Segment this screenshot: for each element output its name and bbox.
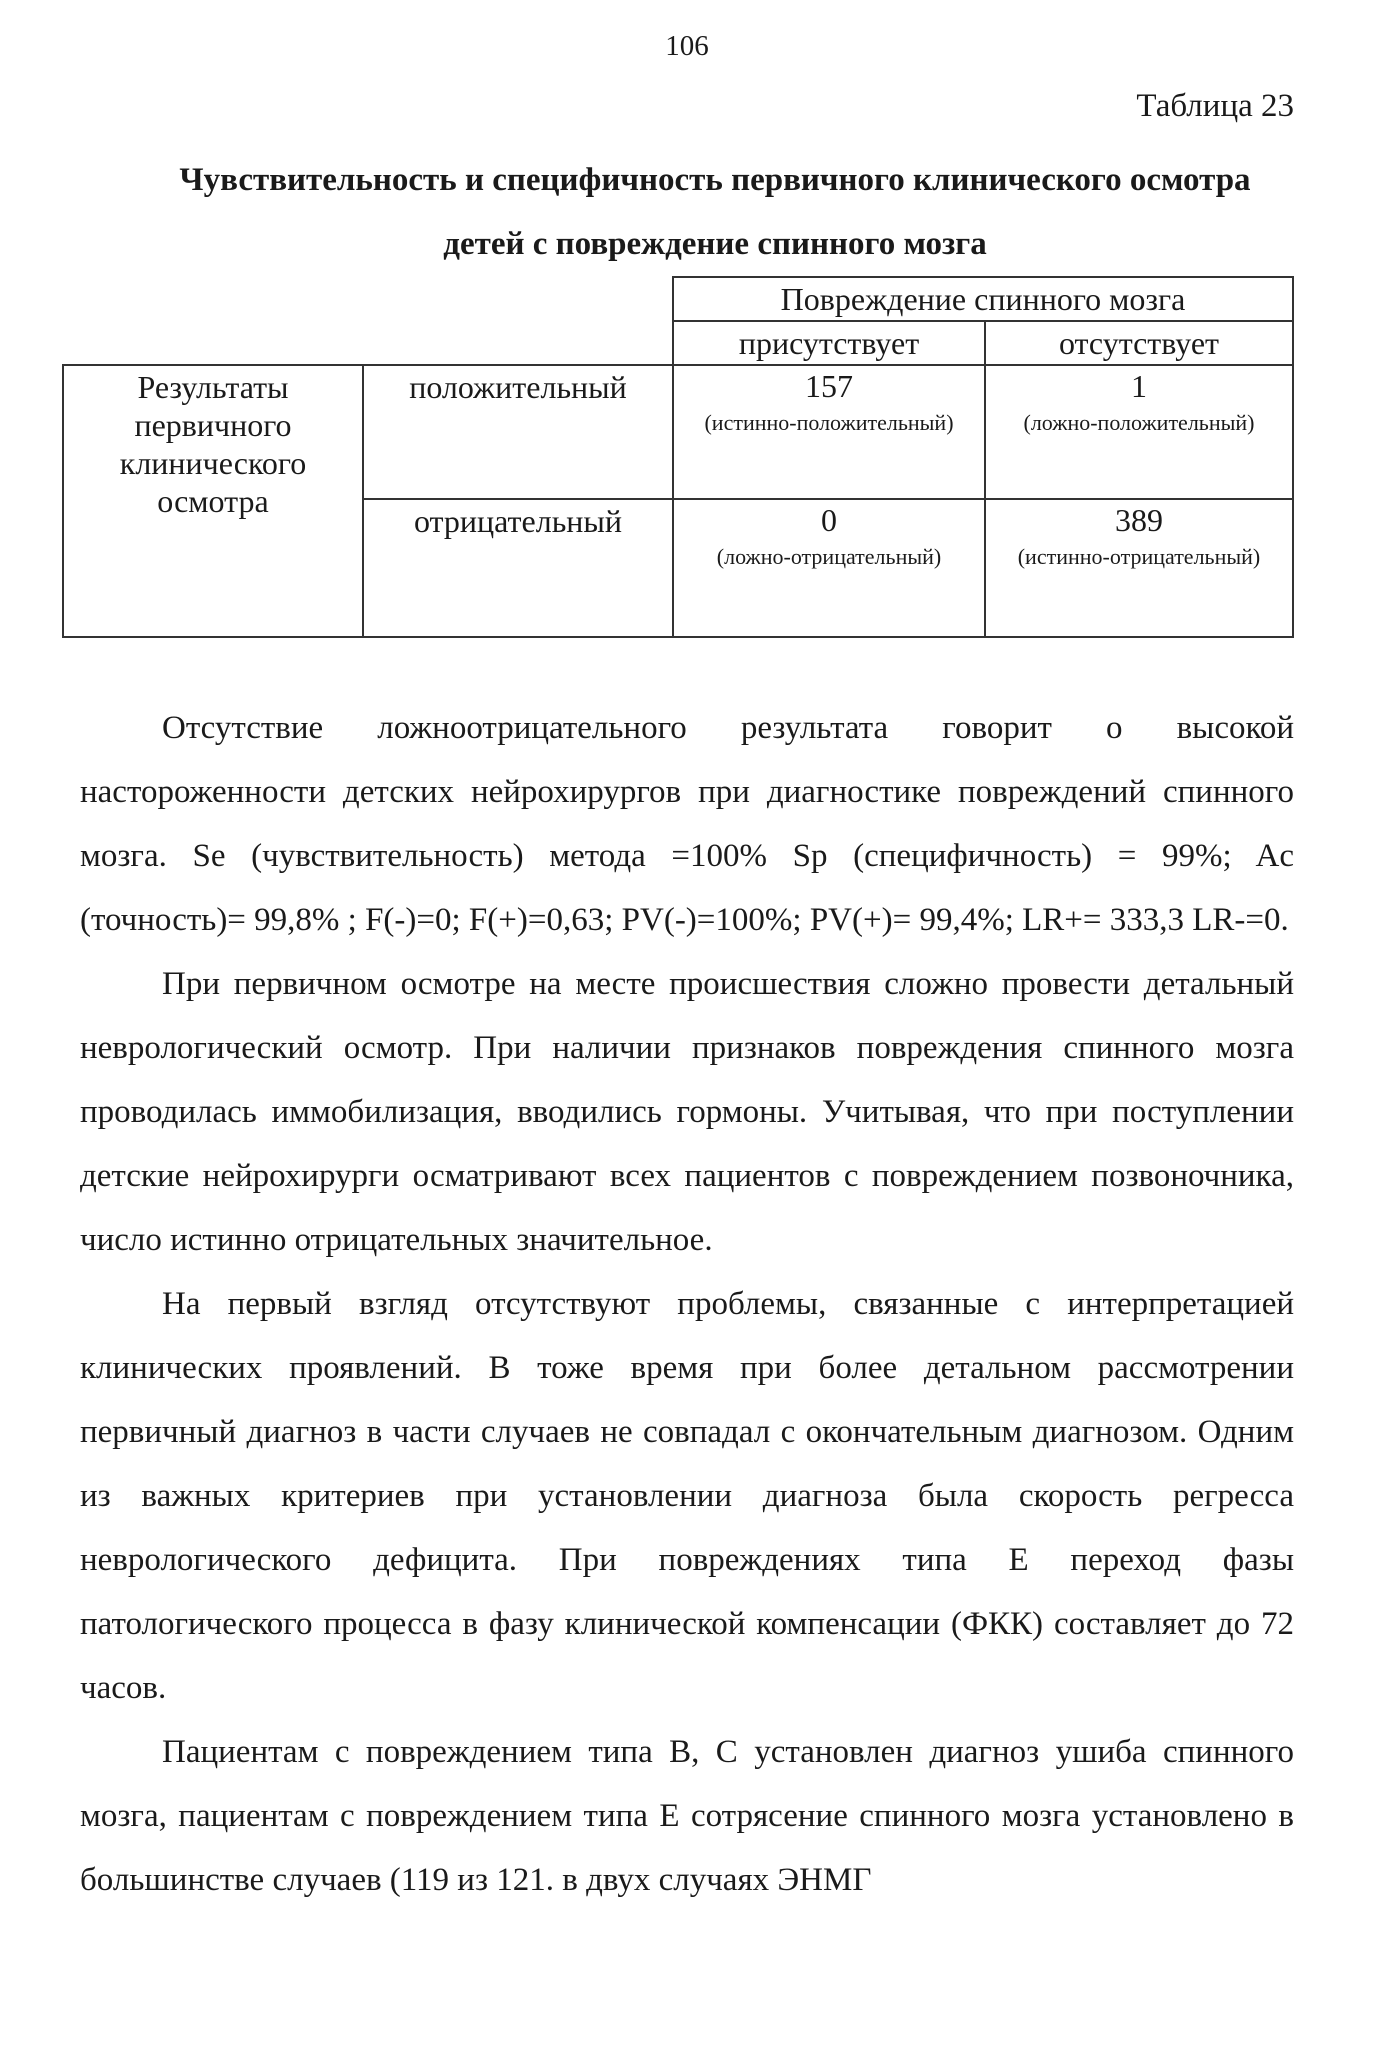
table-row-label: положительный xyxy=(363,365,673,499)
table-empty-corner xyxy=(63,277,673,321)
table-row xyxy=(63,365,1293,499)
cell-value: 389 xyxy=(1115,502,1163,538)
cell-note: (истинно-положительный) xyxy=(704,410,954,435)
paragraph: При первичном осмотре на месте происшествия сложно провести детальный неврологический осмотр. При наличии признаков повреждения спинного мозга проводилась иммобилизация, вводились гормоны. Учитывая, что при поступлении детские нейрохирурги осматривают всех пациентов с повреждением позвоночника, число истинно отрицательных значительное. xyxy=(80,966,1294,1258)
body-text xyxy=(80,696,1294,1912)
table-cell xyxy=(673,365,985,499)
table-cell xyxy=(673,499,985,637)
table-cell xyxy=(985,365,1293,499)
table-group-header: Повреждение спинного мозга xyxy=(673,277,1293,321)
table-col-present: присутствует xyxy=(673,321,985,365)
cell-note: (ложно-отрицательный) xyxy=(716,544,942,569)
cell-value: 157 xyxy=(805,368,853,404)
table-row-group-label: Результаты первичного клинического осмотра xyxy=(63,365,363,637)
table-title: Чувствительность и специфичность первичного клинического осмотра детей с повреждение спинного мозга xyxy=(179,162,1251,262)
page-number: 106 xyxy=(665,30,709,62)
results-table xyxy=(62,276,1294,638)
paragraph: Пациентам с повреждением типа В, С установлен диагноз ушиба спинного мозга, пациентам с повреждением типа Е сотрясение спинного мозга установлено в большинстве случаев (119 из 121. в двух случаях ЭНМГ xyxy=(80,1734,1294,1898)
paragraph: На первый взгляд отсутствуют проблемы, связанные с интерпретацией клинических проявлений. В тоже время при более детальном рассмотрении первичный диагноз в части случаев не совпадал с окончательным диагнозом. Одним из важных критериев при установлении диагноза была скорость регресса неврологического дефицита. При повреждениях типа Е переход фазы патологического процесса в фазу клинической компенсации (ФКК) составляет до 72 часов. xyxy=(80,1286,1294,1706)
paragraph: Отсутствие ложноотрицательного результата говорит о высокой настороженности детских нейрохирургов при диагностике повреждений спинного мозга. Se (чувствительность) метода =100% Sp (специфичность) = 99%; Ac (точность)= 99,8% ; F(-)=0; F(+)=0,63; PV(-)=100%; PV(+)= 99,4%; LR+= 333,3 LR-=0. xyxy=(80,710,1294,938)
table-row-label: отрицательный xyxy=(363,499,673,637)
table-header-row-2 xyxy=(63,321,1293,365)
table-header-row-1 xyxy=(63,277,1293,321)
cell-value: 0 xyxy=(821,502,837,538)
table-label: Таблица 23 xyxy=(1136,88,1294,124)
table-col-absent: отсутствует xyxy=(985,321,1293,365)
cell-note: (ложно-положительный) xyxy=(1023,410,1255,435)
cell-note: (истинно-отрицательный) xyxy=(1017,544,1261,569)
table-empty-corner-2 xyxy=(63,321,673,365)
cell-value: 1 xyxy=(1131,368,1147,404)
table-cell xyxy=(985,499,1293,637)
